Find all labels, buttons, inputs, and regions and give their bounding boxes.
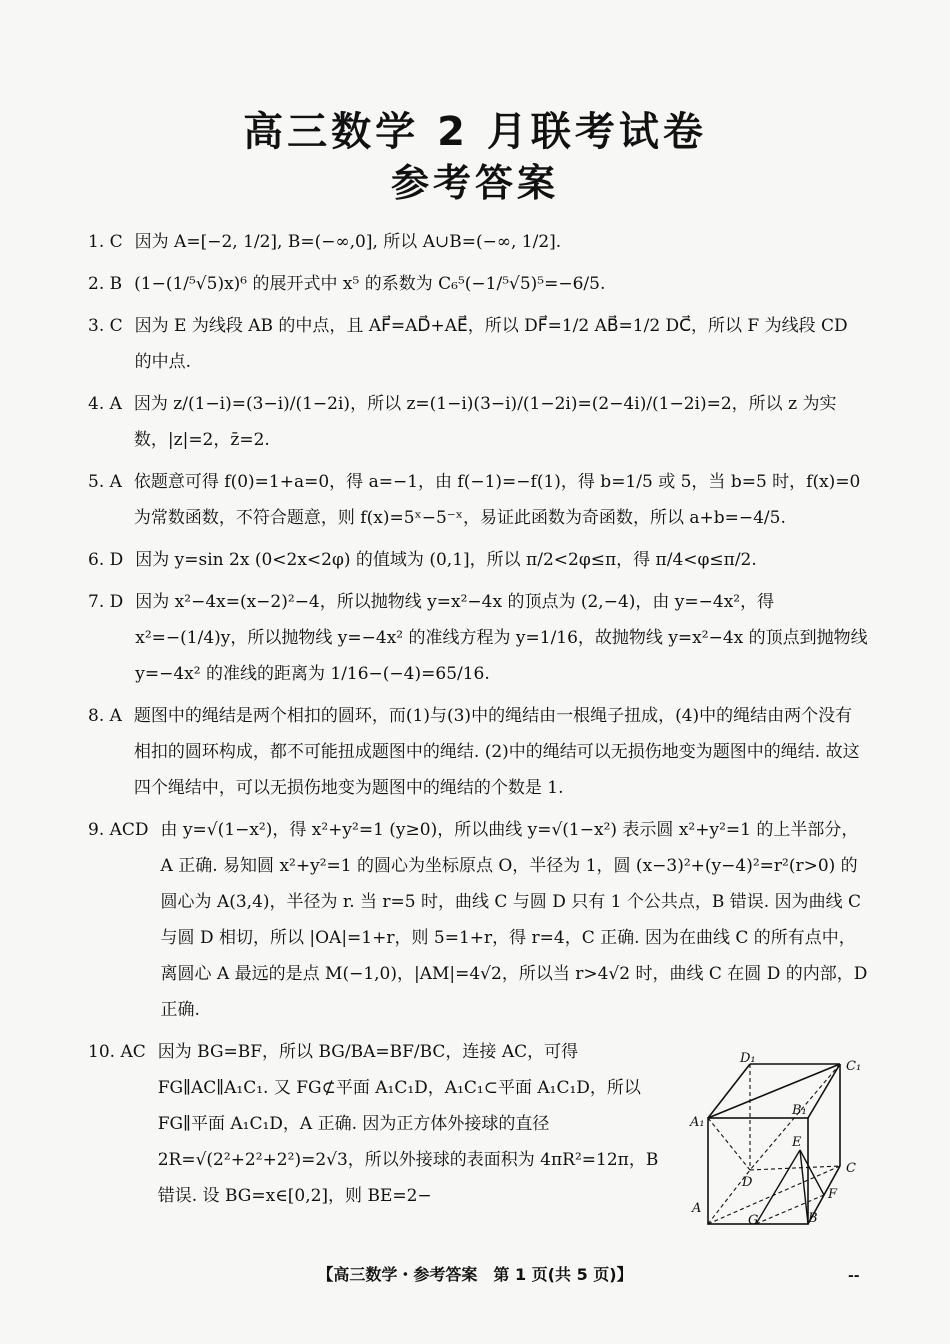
answer-number: 2. B: [88, 274, 123, 294]
answer-text: 题图中的绳结是两个相扣的圆环，而(1)与(3)中的绳结由一根绳子扭成，(4)中的绳结由两个没有相扣的圆环构成，都不可能扭成题图中的绳结. (2)中的绳结可以无损伤地变为题图中的绳结. 故这四个绳结中，可以无损伤地变为题图中的绳结的个数是 1.: [133, 706, 860, 798]
page-title: 高三数学 2 月联考试卷: [243, 109, 707, 155]
answer-text: 因为 BG=BF，所以 BG/BA=BF/BC，连接 AC，可得 FG∥AC∥A₁C₁. 又 FG⊄平面 A₁C₁D，A₁C₁⊂平面 A₁C₁D，所以 FG∥平面 A₁C₁D，A 正确. 因为正方体外接球的直径 2R=√(2²+2²+2²)=2√3，所以外接球的表面积为 4πR²=12π，B 错误. 设 BG=x∈[0,2]，则 BE=2−: [157, 1042, 659, 1206]
vertex-label: E: [792, 1135, 802, 1150]
page-footer: 【高三数学・参考答案 第 1 页(共 5 页)】: [317, 1265, 633, 1284]
answer-number: 4. A: [88, 394, 122, 414]
vertex-label: D: [742, 1175, 753, 1190]
answer-text: 因为 y=sin 2x (0<2x<2φ) 的值域为 (0,1]，所以 π/2<2φ≤π，得 π/4<φ≤π/2.: [135, 550, 757, 570]
vertex-label: B₁: [792, 1103, 807, 1118]
answer-item-6: [88, 542, 868, 578]
answer-text: 因为 A=[−2, 1/2], B=(−∞,0], 所以 A∪B=(−∞, 1/2].: [134, 232, 562, 252]
answer-text: 依题意可得 f(0)=1+a=0，得 a=−1，由 f(−1)=−f(1)，得 b=1/5 或 5，当 b=5 时，f(x)=0 为常数函数，不符合题意，则 f(x)=5ˣ−5⁻ˣ，易证此函数为奇函数，所以 a+b=−4/5.: [133, 472, 861, 528]
answer-item-3: [88, 308, 868, 380]
answer-text: 因为 E 为线段 AB 的中点，且 AF⃗=AD⃗+AE⃗，所以 DF⃗=1/2 AB⃗=1/2 DC⃗，所以 F 为线段 CD 的中点.: [134, 316, 848, 372]
answer-number: 9. ACD: [88, 820, 149, 840]
answer-number: 3. C: [88, 316, 123, 336]
answer-text: 因为 x²−4x=(x−2)²−4，所以抛物线 y=x²−4x 的顶点为 (2,−4)，由 y=−4x²，得 x²=−(1/4)y，所以抛物线 y=−4x² 的准线方程为 y=1/16，故抛物线 y=x²−4x 的顶点到抛物线 y=−4x² 的准线的距离为 1/16−(−4)=65/16.: [135, 592, 868, 684]
vertex-label: D₁: [740, 1052, 756, 1066]
answer-number: 6. D: [88, 550, 124, 570]
answer-item-8: [88, 698, 868, 806]
page-subtitle: 参考答案: [390, 161, 559, 205]
answer-number: 5. A: [88, 472, 122, 492]
answer-item-2: [88, 266, 868, 302]
vertex-label: A: [692, 1201, 702, 1216]
vertex-label: B: [808, 1211, 818, 1226]
answer-number: 10. AC: [88, 1042, 146, 1062]
answer-text: 由 y=√(1−x²)，得 x²+y²=1 (y≥0)，所以曲线 y=√(1−x²) 表示圆 x²+y²=1 的上半部分，A 正确. 易知圆 x²+y²=1 的圆心为坐标原点 O，半径为 1，圆 (x−3)²+(y−4)²=r²(r>0) 的圆心为 A(3,4)，半径为 r. 当 r=5 时，曲线 C 与圆 D 只有 1 个公共点，B 错误. 因为曲线 C 与圆 D 相切，所以 |OA|=1+r，则 5=1+r，得 r=4，C 正确. 因为在曲线 C 的所有点中，离圆心 A 最远的是点 M(−1,0)，|AM|=4√2，所以当 r>4√2 时，曲线 C 在圆 D 的内部，D 正确.: [160, 820, 868, 1020]
cube-figure: [688, 1052, 870, 1232]
vertex-label: G: [748, 1213, 759, 1228]
answer-item-10: [88, 1034, 678, 1214]
answer-item-1: [88, 224, 868, 260]
vertex-label: C: [846, 1161, 856, 1176]
answer-number: 8. A: [88, 706, 122, 726]
answer-text: (1−(1/⁵√5)x)⁶ 的展开式中 x⁵ 的系数为 C₆⁵(−1/⁵√5)⁵=−6/5.: [134, 274, 606, 294]
answer-item-9: [88, 812, 868, 1028]
answer-item-7: [88, 584, 868, 692]
vertex-label: F: [828, 1187, 838, 1202]
answer-item-5: [88, 464, 868, 536]
answer-number: 7. D: [88, 592, 124, 612]
corner-mark: --: [848, 1268, 860, 1284]
answer-item-4: [88, 386, 868, 458]
vertex-label: A₁: [690, 1115, 705, 1130]
vertex-label: C₁: [846, 1059, 862, 1074]
answer-text: 因为 z/(1−i)=(3−i)/(1−2i)，所以 z=(1−i)(3−i)/(1−2i)=(2−4i)/(1−2i)=2，所以 z 为实数，|z|=2，z̄=2.: [133, 394, 837, 450]
answer-number: 1. C: [88, 232, 123, 252]
